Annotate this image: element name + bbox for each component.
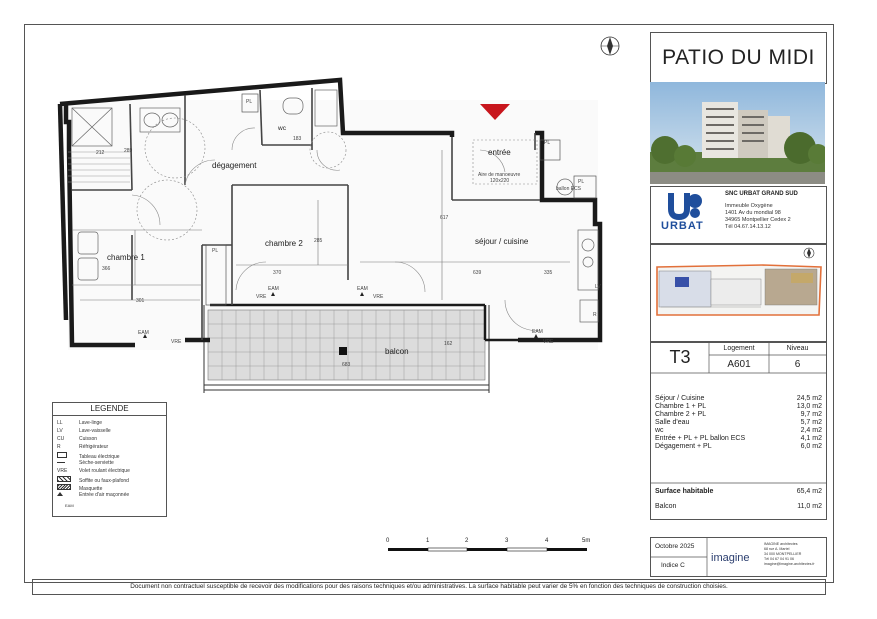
urbat-logo-text: URBAT xyxy=(661,220,704,232)
legend-item: LV Lave-vaisselle xyxy=(57,428,111,434)
surface-label: Entrée + PL + PL ballon ECS xyxy=(655,435,746,442)
dim-label: 285 xyxy=(314,238,323,244)
room-label-degagement: dégagement xyxy=(212,161,257,170)
legend-item: Sèche-serviette xyxy=(57,460,114,466)
vre-mark: VRE xyxy=(543,339,554,345)
legend-item: Masquette xyxy=(57,484,102,492)
eam-mark: EAM xyxy=(357,286,368,292)
ballon-mark: ballon ECS xyxy=(556,186,582,192)
legend-item: Entrée d'air maçonnée xyxy=(57,492,129,498)
aire-manoeuvre: Aire de manoeuvre xyxy=(478,172,521,178)
indice-value: Indice C xyxy=(661,562,685,569)
legend-item: Tableau électrique xyxy=(57,452,120,460)
dim-label: 183 xyxy=(293,136,302,142)
disclaimer-footer: Document non contractuel susceptible de recevoir des modifications pour des raisons techniques et/ou administratives. La surface habitable peut varier de 5% en fonction des techniques de construction choisies. xyxy=(32,579,826,595)
dim-label: 370 xyxy=(273,270,282,276)
balcon-value: 11,0 m2 xyxy=(797,503,822,510)
legend-item: CU Cuisson xyxy=(57,436,98,442)
surface-value: 24,5 m2 xyxy=(796,395,822,402)
surface-habitable-row xyxy=(655,488,822,495)
surface-row xyxy=(655,443,822,450)
surface-row xyxy=(655,403,822,410)
dim-label: 617 xyxy=(440,215,449,221)
legend-item: R Réfrigérateur xyxy=(57,444,109,450)
company-address: Immeuble Oxygène xyxy=(725,203,773,209)
surface-label: Chambre 2 + PL xyxy=(655,411,707,418)
room-label-wc: wc xyxy=(278,125,286,132)
dim-label: 639 xyxy=(473,270,482,276)
dim-label: 683 xyxy=(342,362,351,368)
dim-label: 366 xyxy=(102,266,111,272)
legend-box xyxy=(52,402,167,517)
legend-item: Soffite ou faux-plafond xyxy=(57,476,129,484)
surface-value: 9,7 m2 xyxy=(800,411,822,418)
eam-mark: EAM xyxy=(138,330,149,336)
tableau-electrique-icon xyxy=(57,452,67,458)
surface-row xyxy=(655,395,822,402)
legend-eam-note: EAM xyxy=(65,503,74,508)
surface-habitable-label: Surface habitable xyxy=(655,488,714,495)
north-arrow xyxy=(601,37,619,55)
vre-mark: VRE xyxy=(171,339,182,345)
surface-label: Séjour / Cuisine xyxy=(655,395,705,402)
location-minimap xyxy=(650,244,827,342)
eam-mark: EAM xyxy=(532,329,543,335)
surface-label: wc xyxy=(655,427,664,434)
masquette-icon xyxy=(57,484,71,490)
vre-mark: VRE xyxy=(373,294,384,300)
logement-value: A601 xyxy=(727,359,751,370)
room-label-balcon: balcon xyxy=(385,347,409,356)
scale-tick: 0 xyxy=(386,538,390,544)
room-label-chambre-2: chambre 2 xyxy=(265,239,303,248)
dim-label: 335 xyxy=(544,270,553,276)
surface-value: 5,7 m2 xyxy=(800,419,822,426)
scale-tick: 1 xyxy=(426,538,430,544)
company-phone: Tél 04.67.14.13.12 xyxy=(725,224,771,230)
scale-tick: 5m xyxy=(582,538,591,544)
soffite-icon xyxy=(57,476,71,482)
date-value: Octobre 2025 xyxy=(655,543,695,550)
lv-mark: LV xyxy=(595,284,601,290)
project-title-box xyxy=(650,32,827,84)
dim-label: 212 xyxy=(96,150,105,156)
scale-tick: 4 xyxy=(545,538,549,544)
architect-info: IMAGINE architectes 68 rue A. Martel 34 000 MONTPELLIER Tél 04 67 04 91 06 imagine@imagine-architectes.fr xyxy=(764,542,815,566)
surface-value: 4,1 m2 xyxy=(800,435,822,442)
vre-mark: VRE xyxy=(256,294,267,300)
entree-air-icon xyxy=(57,492,63,496)
balcon-label: Balcon xyxy=(655,503,677,510)
scale-tick: 2 xyxy=(465,538,469,544)
surface-value: 2,4 m2 xyxy=(800,427,822,434)
company-address: 1401 Av du mondial 98 xyxy=(725,210,781,216)
surface-table xyxy=(650,342,827,520)
date-architect-box xyxy=(650,537,827,577)
company-block xyxy=(650,186,827,244)
eam-mark: EAM xyxy=(268,286,279,292)
room-label-sejour: séjour / cuisine xyxy=(475,237,529,246)
balcon-row xyxy=(655,503,822,510)
dim-label: 301 xyxy=(136,298,145,304)
seche-serviette-icon xyxy=(57,462,65,464)
surface-value: 6,0 m2 xyxy=(800,443,822,450)
surface-label: Chambre 1 + PL xyxy=(655,403,707,410)
dim-label: 162 xyxy=(444,341,453,347)
legend-item: LL Lave-linge xyxy=(57,420,103,426)
surface-row xyxy=(655,419,822,426)
r-mark: R xyxy=(593,312,597,318)
surface-label: Dégagement + PL xyxy=(655,443,712,450)
legend-item: VRE Volet roulant électrique xyxy=(57,468,130,474)
pl-mark: PL xyxy=(544,140,551,146)
logement-label: Logement xyxy=(723,345,755,352)
room-label-chambre-1: chambre 1 xyxy=(107,253,145,262)
scale-tick: 3 xyxy=(505,538,509,544)
room-label-entree: entrée xyxy=(488,148,511,157)
aire-manoeuvre-dim: 120x220 xyxy=(490,178,510,184)
pl-mark: PL xyxy=(246,99,253,105)
company-name: SNC URBAT GRAND SUD xyxy=(725,191,798,197)
surface-label: Salle d'eau xyxy=(655,419,690,426)
dim-label: 289 xyxy=(124,148,133,154)
surface-row xyxy=(655,427,822,434)
surface-row xyxy=(655,411,822,418)
surface-row xyxy=(655,435,822,442)
architect-logo: imagine xyxy=(711,552,750,564)
pl-mark: PL xyxy=(578,179,585,185)
apartment-type: T3 xyxy=(669,347,691,367)
building-rendering xyxy=(650,82,825,184)
scale-bar xyxy=(388,548,587,551)
surface-value: 13,0 m2 xyxy=(796,403,822,410)
legend-title: LEGENDE xyxy=(53,403,166,416)
niveau-label: Niveau xyxy=(786,345,809,352)
minimap-north-icon xyxy=(804,248,814,258)
pl-mark: PL xyxy=(212,248,219,254)
surface-habitable-value: 65,4 m2 xyxy=(796,488,822,495)
company-address: 34965 Montpellier Cedex 2 xyxy=(725,217,791,223)
project-title: PATIO DU MIDI xyxy=(662,46,815,69)
niveau-value: 6 xyxy=(794,359,801,370)
